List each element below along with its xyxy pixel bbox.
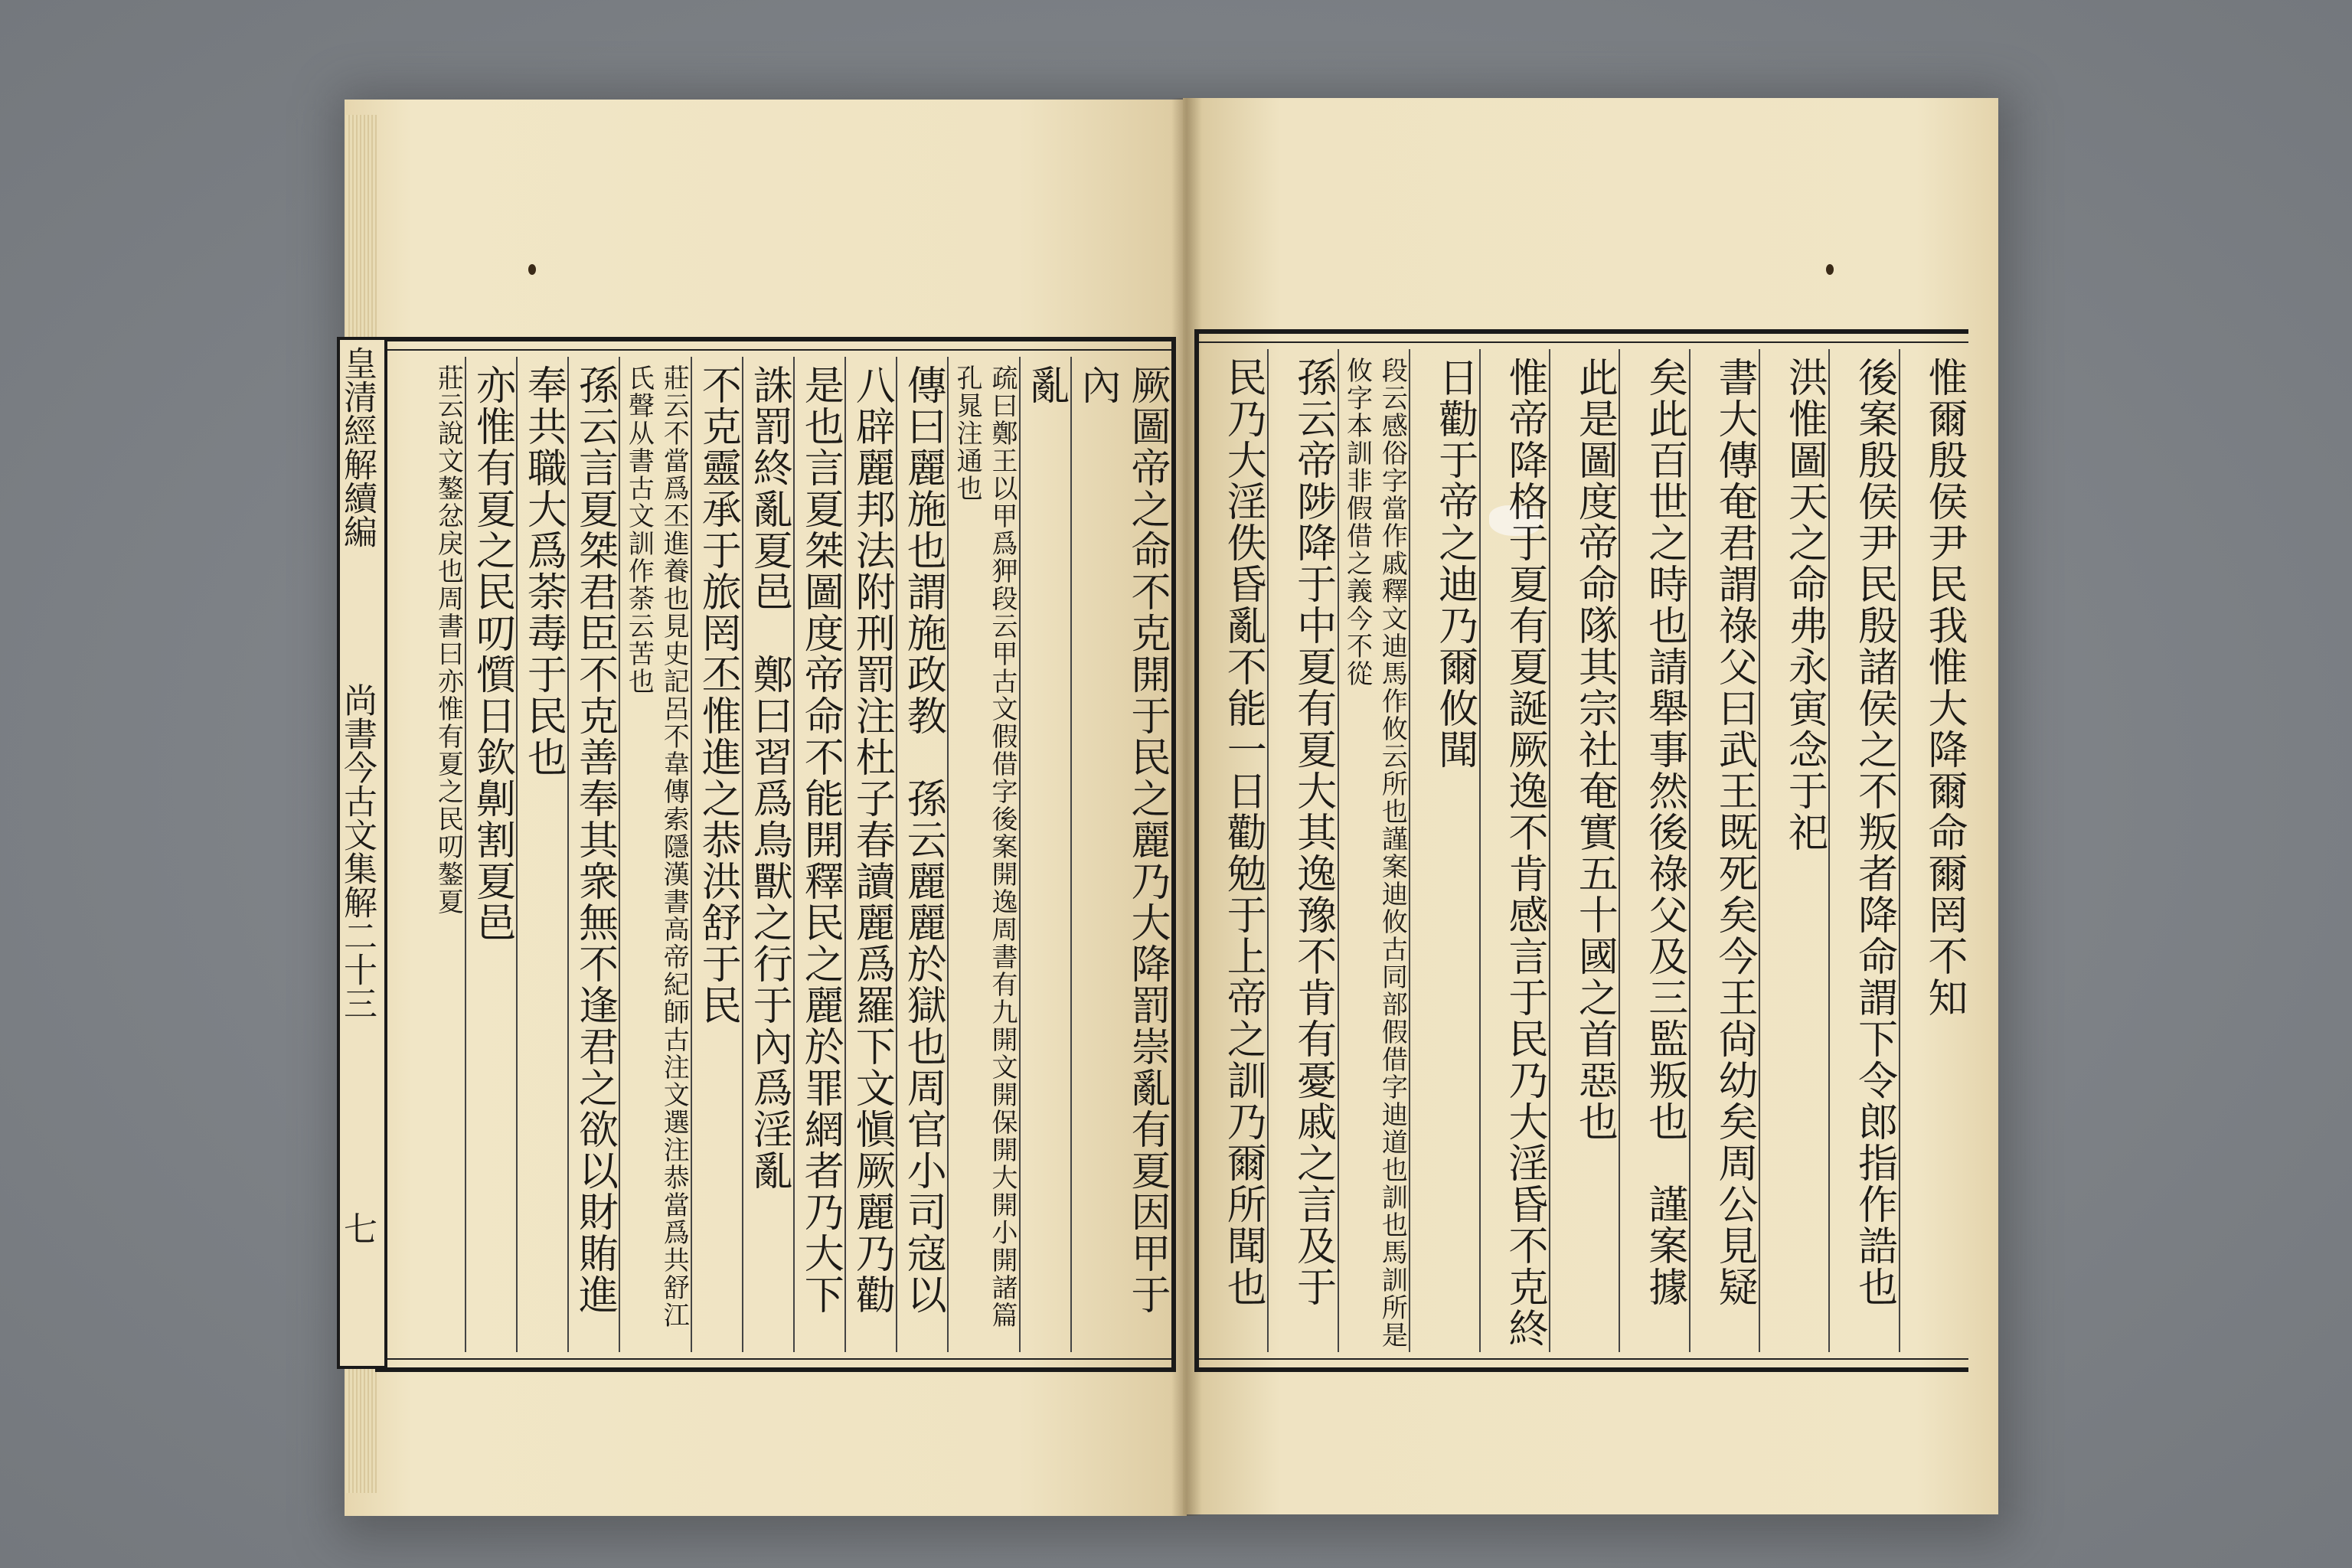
right-columns	[1199, 349, 1968, 1352]
right-text-frame	[1194, 329, 1968, 1372]
annotation-column: 疏曰鄭王以甲爲狎段云甲古文假借字後案開逸周書有九開文開保開大開小開諸篇孔晁注通也	[947, 357, 1019, 1352]
page-number: 七	[338, 1211, 377, 1245]
text-column: 孫云言夏桀君臣不克善奉其衆無不逢君之欲以財賄進	[567, 357, 619, 1352]
text-column: 此是圖度帝命隊其宗社奄實五十國之首惡也	[1549, 349, 1619, 1352]
text-column: 厥圖帝之命不克開于民之麗乃大降罰崇亂有夏因甲于內	[1070, 357, 1171, 1352]
section-title: 尚書今古文集解二十三	[338, 683, 377, 1020]
annotation-column: 莊云說文鏊忿戾也周書曰亦惟有夏之民叨鏊夏	[433, 364, 464, 916]
text-column: 洪惟圖天之命弗永寅念于祀	[1759, 349, 1828, 1352]
text-column: 惟爾殷侯尹民我惟大降爾命爾罔不知	[1899, 349, 1968, 1352]
annotation-column: 段云感俗字當作戚釋文迪馬作攸云所也謹案迪攸古同部假借字迪道也訓也馬訓所是攸字本訓非假借之義今不從	[1338, 349, 1410, 1352]
text-column: 是也言夏桀圖度帝命不能開釋民之麗於罪網者乃大下	[793, 357, 844, 1352]
text-column: 誅罰終亂夏邑 鄭曰習爲鳥獸之行于內爲淫亂	[742, 357, 793, 1352]
ink-spot	[528, 264, 536, 275]
text-column: 惟帝降格于夏有夏誕厥逸不肯感言于民乃大淫昏不克終	[1479, 349, 1549, 1352]
book-title: 皇清經解續編	[338, 346, 377, 548]
text-column: 亂	[1019, 357, 1070, 1352]
annotation-column: 莊云不當爲丕進養也見史記呂不韋傳索隱漢書高帝紀師古注文選注恭當爲共舒江氏聲从書古文訓作荼云苦也	[619, 357, 691, 1352]
left-text-frame	[375, 337, 1176, 1372]
text-column: 傳曰麗施也謂施政教 孫云麗麗於獄也周官小司寇以	[896, 357, 947, 1352]
banxin-strip	[337, 337, 387, 1369]
text-column: 矣此百世之時也請舉事然後祿父及三監叛也 謹案據	[1619, 349, 1688, 1352]
text-column: 八辟麗邦法附刑罰注杜子春讀麗爲羅下文愼厥麗乃勸	[844, 357, 896, 1352]
text-column: 不克靈承于旅罔丕惟進之恭洪舒于民	[691, 357, 742, 1352]
text-column: 後案殷侯尹民殷諸侯之不叛者降命謂下令郎指作誥也	[1828, 349, 1898, 1352]
text-column: 日勸于帝之迪乃爾攸聞	[1409, 349, 1478, 1352]
text-column: 民乃大淫佚昏亂不能一日勸勉于上帝之訓乃爾所聞也	[1220, 357, 1266, 1308]
text-column: 書大傳奄君謂祿父曰武王既死矣今王尙幼矣周公見疑	[1689, 349, 1759, 1352]
text-column: 亦惟有夏之民叨懫日欽劓割夏邑	[465, 357, 516, 1352]
text-column: 孫云帝陟降于中夏有夏大其逸豫不肯有憂戚之言及于	[1267, 349, 1337, 1352]
left-columns	[429, 357, 1171, 1352]
ink-spot	[1826, 264, 1834, 275]
text-column: 奉共職大爲荼毒于民也	[516, 357, 567, 1352]
